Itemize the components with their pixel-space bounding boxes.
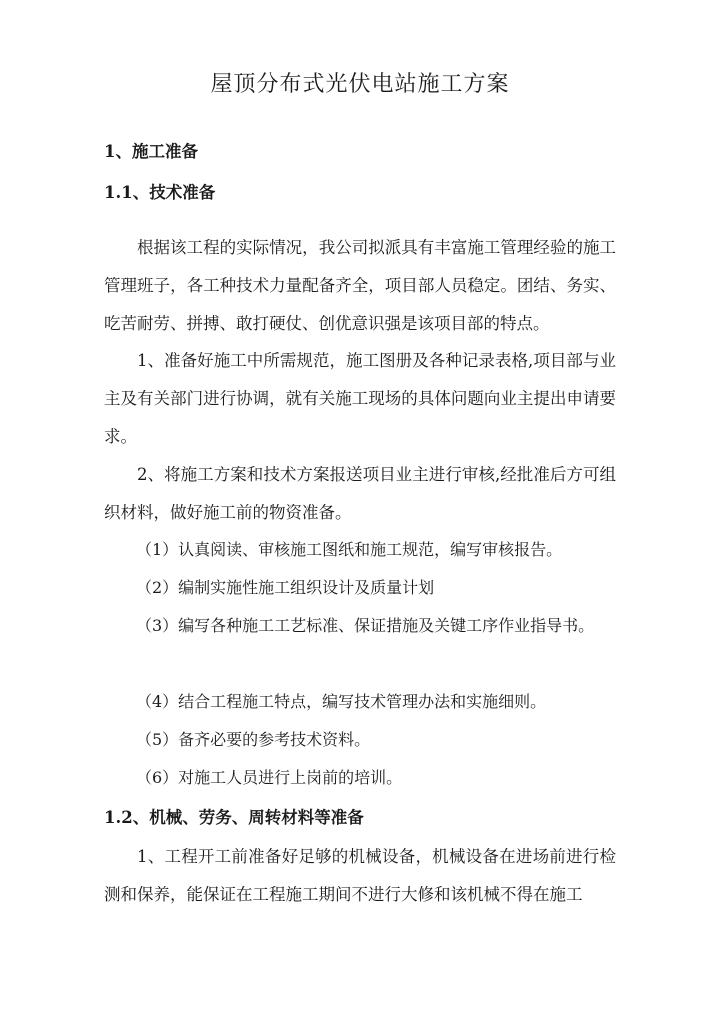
document-title: 屋顶分布式光伏电站施工方案 <box>210 72 510 97</box>
section-heading-1-1: 1.1、技术准备 <box>104 183 216 202</box>
section-heading-1: 1、施工准备 <box>104 142 198 161</box>
paragraph-2: 2、将施工方案和技术方案报送项目业主进行审核,经批准后方可组织材料，做好施工前的物资准备。 <box>104 465 616 522</box>
list-item-1: （1）认真阅读、审核施工图纸和施工规范，编写审核报告。 <box>136 540 563 559</box>
list-item-4: （4）结合工程施工特点，编写技术管理办法和实施细则。 <box>136 692 547 711</box>
paragraph-1: 1、准备好施工中所需规范，施工图册及各种记录表格,项目部与业主及有关部门进行协调，就有关施工现场的具体问题向业主提出申请要求。 <box>104 351 616 446</box>
section-heading-1-2: 1.2、机械、劳务、周转材料等准备 <box>104 808 364 827</box>
list-item-6: （6）对施工人员进行上岗前的培训。 <box>136 768 403 787</box>
list-item-3: （3）编写各种施工工艺标准、保证措施及关键工序作业指导书。 <box>136 616 595 635</box>
list-item-2: （2）编制实施性施工组织设计及质量计划 <box>136 578 435 597</box>
paragraph-intro: 根据该工程的实际情况，我公司拟派具有丰富施工管理经验的施工管理班子，各工种技术力量配备齐全，项目部人员稳定。团结、务实、吃苦耐劳、拼搏、敢打硬仗、创优意识强是该项目部的特点。 <box>104 238 616 333</box>
paragraph-3: 1、工程开工前准备好足够的机械设备，机械设备在进场前进行检测和保养，能保证在工程施工期间不进行大修和该机械不得在施工 <box>104 847 616 904</box>
list-item-5: （5）备齐必要的参考技术资料。 <box>136 730 371 749</box>
